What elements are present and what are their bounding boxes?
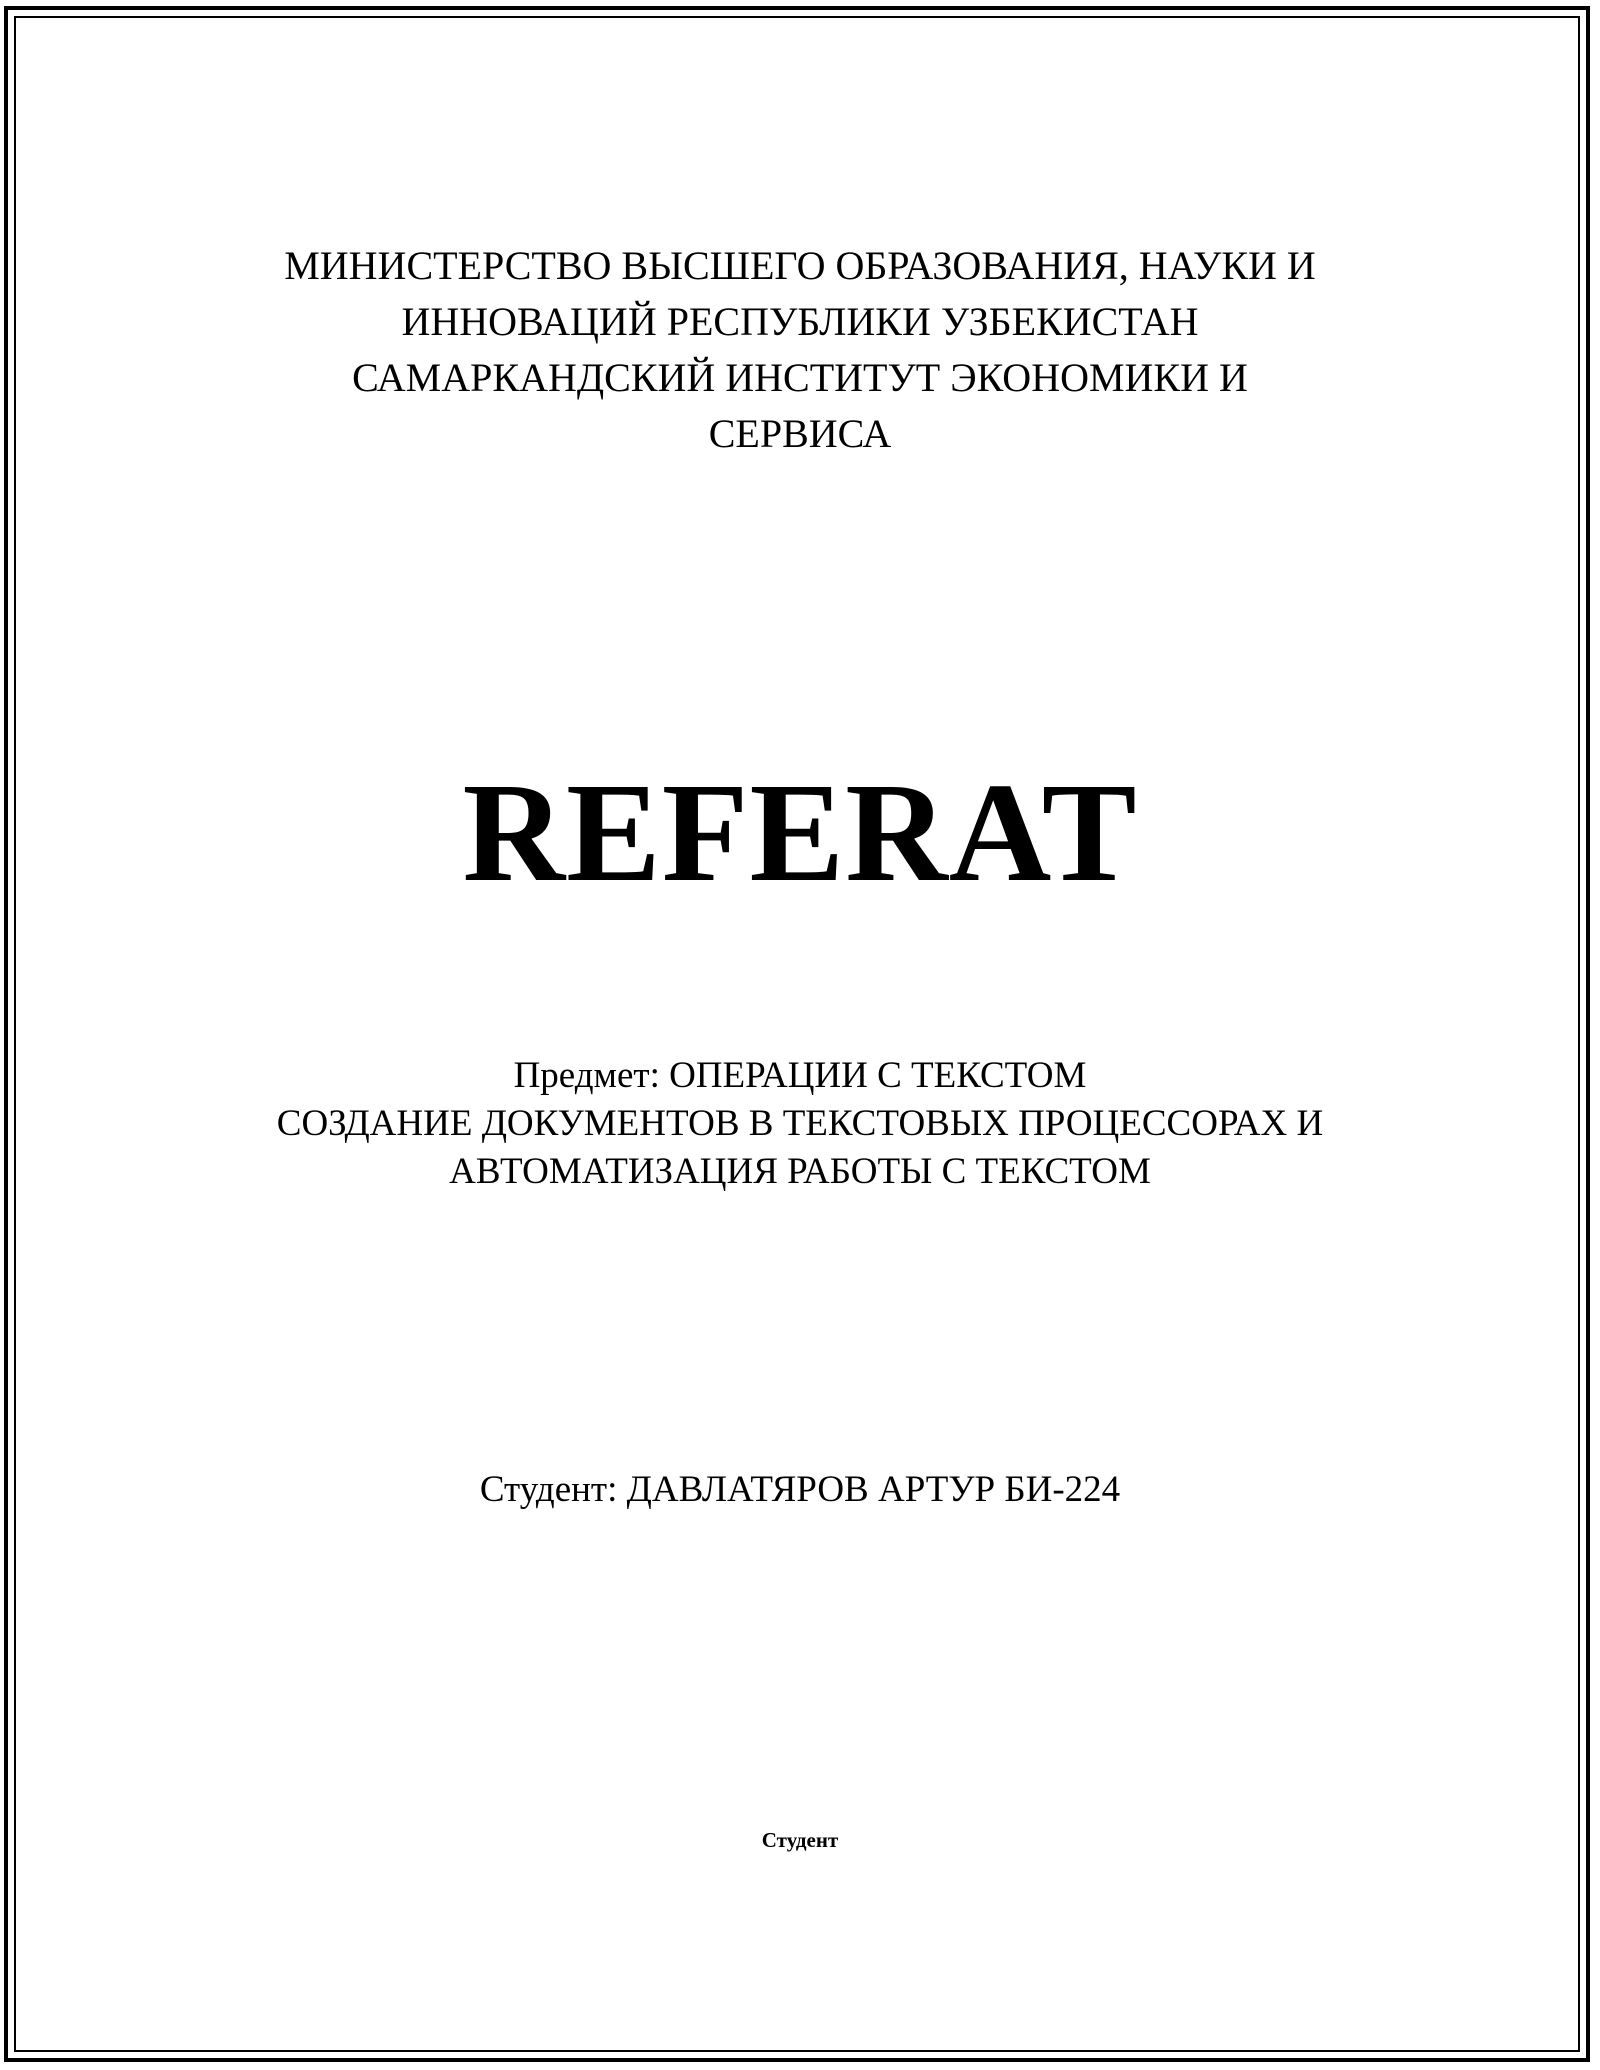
header-line: САМАРКАНДСКИЙ ИНСТИТУТ ЭКОНОМИКИ И (352, 355, 1248, 400)
footer-label: Студент (761, 1828, 839, 1852)
header-line: МИНИСТЕРСТВО ВЫСШЕГО ОБРАЗОВАНИЯ, НАУКИ И (284, 243, 1316, 288)
institution-header (0, 238, 1600, 462)
document-title: REFERAT (462, 753, 1138, 911)
subject-line: Предмет: ОПЕРАЦИИ С ТЕКСТОМ (513, 1055, 1087, 1096)
header-line: СЕРВИСА (708, 411, 892, 456)
subject-line: АВТОМАТИЗАЦИЯ РАБОТЫ С ТЕКСТОМ (449, 1151, 1151, 1192)
subject-block (0, 1052, 1600, 1196)
header-line: ИННОВАЦИЙ РЕСПУБЛИКИ УЗБЕКИСТАН (401, 299, 1199, 344)
subject-line: СОЗДАНИЕ ДОКУМЕНТОВ В ТЕКСТОВЫХ ПРОЦЕССОРАХ И (276, 1103, 1324, 1144)
student-line: Студент: ДАВЛАТЯРОВ АРТУР БИ-224 (479, 1469, 1121, 1510)
